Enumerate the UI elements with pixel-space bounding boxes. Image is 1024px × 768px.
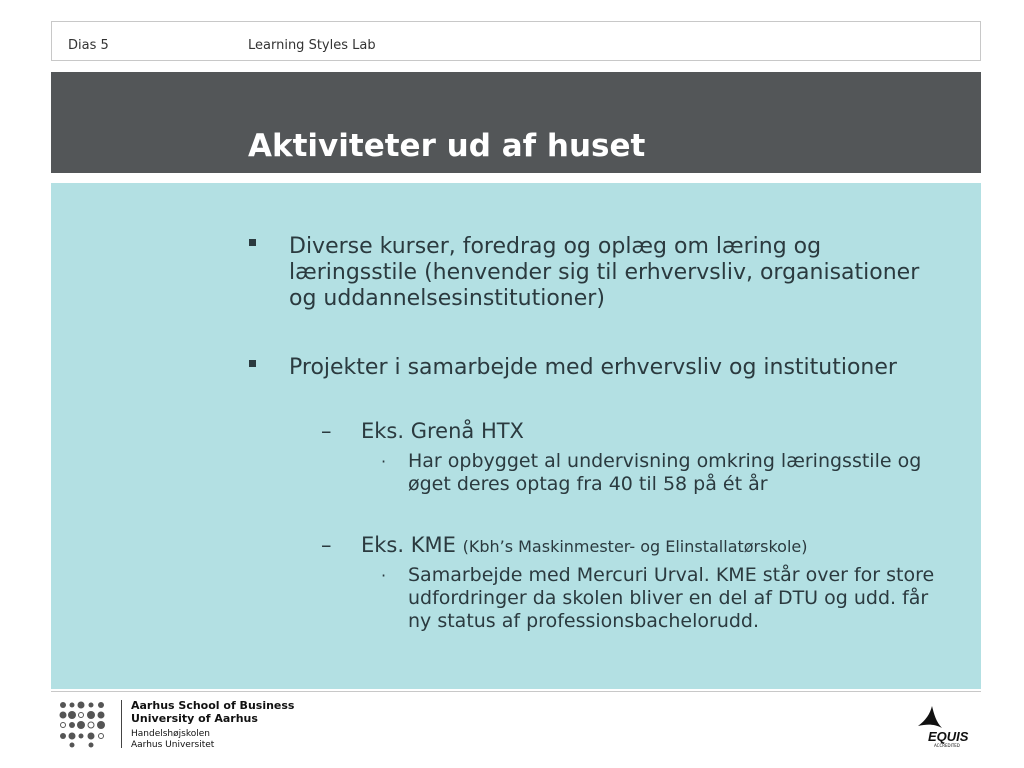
equis-logo-text: EQUIS xyxy=(928,729,969,744)
square-bullet-icon xyxy=(249,239,256,246)
bullet-text: Projekter i samarbejde med erhvervsliv og institutioner xyxy=(289,355,897,380)
logo-divider xyxy=(121,700,122,748)
bullet-text: Diverse kurser, foredrag og oplæg om læring og læringsstile (henvender sig til erhvervsliv, organisationer og uddannelsesinstitutioner) xyxy=(289,234,920,311)
slide-title: Aktiviteter ud af huset xyxy=(248,128,646,164)
dash-bullet-icon: – xyxy=(321,419,332,443)
slide-number: Dias 5 xyxy=(68,38,109,53)
university-name-en: University of Aarhus xyxy=(131,712,258,725)
sub-bullet-item xyxy=(321,418,941,444)
square-bullet-icon xyxy=(249,360,256,367)
equis-accredited-text: ACCREDITED xyxy=(934,743,960,748)
slide-header-bar xyxy=(51,21,981,61)
sub-bullet-text: Eks. Grenå HTX xyxy=(361,419,524,443)
dash-bullet-icon: – xyxy=(321,533,332,557)
dot-bullet-icon: · xyxy=(381,452,387,471)
dot-bullet-icon: · xyxy=(381,566,387,585)
university-name-da: Aarhus Universitet xyxy=(131,740,215,750)
lab-name: Learning Styles Lab xyxy=(248,38,376,53)
bullet-item xyxy=(249,355,929,381)
aarhus-logo-icon xyxy=(58,700,114,748)
sub-bullet-item xyxy=(321,532,941,560)
equis-logo-icon xyxy=(912,704,974,748)
sub-bullet-main: Eks. KME xyxy=(361,533,456,557)
detail-text: Har opbygget al undervisning omkring læringsstile og øget deres optag fra 40 til 58 på ét år xyxy=(408,450,922,495)
sub-bullet-text xyxy=(361,532,941,560)
detail-item xyxy=(381,450,951,496)
school-name-da: Handelshøjskolen xyxy=(131,729,210,739)
footer-divider xyxy=(51,691,981,692)
sub-bullet-paren: (Kbh’s Maskinmester- og Elinstallatørskole) xyxy=(462,537,808,556)
bullet-item xyxy=(249,234,929,312)
detail-item xyxy=(381,564,951,633)
title-band xyxy=(51,72,981,173)
content-area xyxy=(51,183,981,689)
detail-text: Samarbejde med Mercuri Urval. KME står over for store udfordringer da skolen bliver en del af DTU og udd. får ny status af professionsbachelorudd. xyxy=(408,564,935,632)
school-name-en: Aarhus School of Business xyxy=(131,699,295,712)
